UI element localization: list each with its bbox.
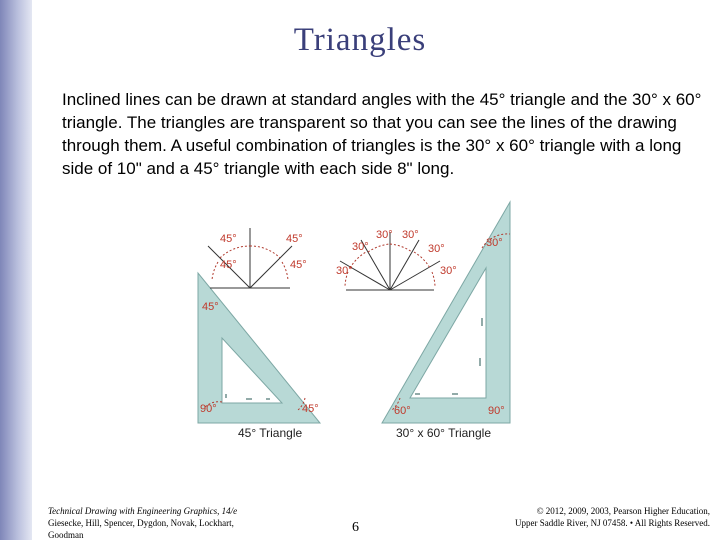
copyright-line1: © 2012, 2009, 2003, Pearson Higher Education, — [536, 506, 710, 516]
footer-citation — [48, 505, 278, 540]
side-decoration-bar — [0, 0, 32, 540]
footer-authors-line1: Giesecke, Hill, Spencer, Dygdon, Novak, Lockhart, — [48, 518, 234, 528]
label-30-d: 30° — [428, 243, 445, 255]
label-45-c: 45° — [220, 259, 237, 271]
copyright-line2: Upper Saddle River, NJ 07458. • All Rights Reserved. — [514, 518, 710, 528]
footer-authors-line2: Goodman — [48, 530, 84, 540]
label-45-b: 45° — [286, 233, 303, 245]
label-90-left: 90° — [200, 403, 217, 415]
label-45-d: 45° — [290, 259, 307, 271]
label-90-right: 90° — [488, 405, 505, 417]
triangles-illustration — [190, 198, 520, 446]
slide-body-text: Inclined lines can be drawn at standard angles with the 45° triangle and the 30° x 60° triangle. The triangles are transparent so that you can see the lines of the drawing through them. A useful combination of triangles is the 30° x 60° triangle with a long side of 10" and a 45° triangle with each side 8" long. — [62, 90, 702, 178]
triangles-figure — [190, 198, 520, 446]
label-45-tri-bottom: 45° — [302, 403, 319, 415]
label-30-c: 30° — [376, 229, 393, 241]
caption-45-triangle: 45° Triangle — [238, 426, 303, 440]
label-60: 60° — [394, 405, 411, 417]
page-number: 6 — [352, 520, 359, 535]
caption-30x60-triangle: 30° x 60° Triangle — [396, 426, 491, 440]
slide-title: Triangles — [293, 22, 427, 58]
footer-book-title: Technical Drawing with Engineering Graphics, 14/e — [48, 506, 238, 516]
label-45-tri-top: 45° — [202, 301, 219, 313]
label-30-f: 30° — [440, 265, 457, 277]
label-30x60-top: 30° — [486, 237, 503, 249]
label-30-e: 30° — [336, 265, 353, 277]
label-30-a: 30° — [352, 241, 369, 253]
label-30-b: 30° — [402, 229, 419, 241]
footer-copyright — [470, 505, 710, 529]
label-45-a: 45° — [220, 233, 237, 245]
triangle-45-shape — [198, 273, 320, 423]
